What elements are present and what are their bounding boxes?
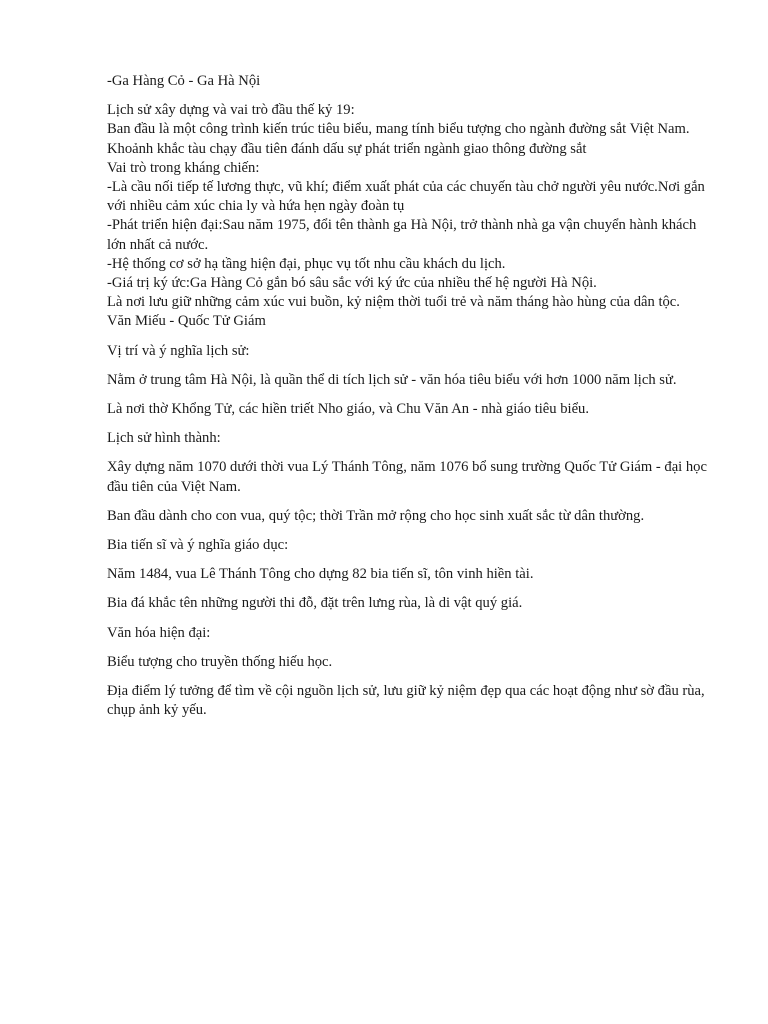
paragraph: Văn hóa hiện đại: [107, 624, 211, 641]
paragraph: Là nơi thờ Khổng Tử, các hiền triết Nho giáo, và Chu Văn An - nhà giáo tiêu biểu. [107, 401, 589, 418]
text-line: -Là cầu nối tiếp tế lương thực, vũ khí; điểm xuất phát của các chuyến tàu chở người yêu nước.Nơi gắn với nhiều cảm xúc chia ly và hứa hẹn ngày đoàn tụ [107, 179, 705, 215]
paragraph: Nằm ở trung tâm Hà Nội, là quần thể di tích lịch sử - văn hóa tiêu biểu với hơn 1000 năm lịch sử. [107, 371, 677, 388]
section-title-ga-hang-co: -Ga Hàng Cỏ - Ga Hà Nội [107, 73, 261, 89]
paragraph: Xây dựng năm 1070 dưới thời vua Lý Thánh Tông, năm 1076 bổ sung trường Quốc Tử Giám - đại học đầu tiên của Việt Nam. [107, 459, 707, 495]
text-line: Lịch sử xây dựng và vai trò đầu thế kỷ 19: [107, 102, 355, 119]
paragraph: Địa điểm lý tưởng để tìm về cội nguồn lịch sử, lưu giữ kỷ niệm đẹp qua các hoạt động như sờ đầu rùa, chụp ảnh kỷ yếu. [107, 683, 705, 719]
text-line: -Phát triển hiện đại:Sau năm 1975, đổi tên thành ga Hà Nội, trở thành nhà ga vận chuyển hành khách lớn nhất cả nước. [107, 217, 697, 253]
paragraph: Bia đá khắc tên những người thi đỗ, đặt trên lưng rùa, là di vật quý giá. [107, 595, 523, 612]
paragraph: Vị trí và ý nghĩa lịch sử: [107, 342, 250, 359]
text-line: Vai trò trong kháng chiến: [107, 159, 260, 176]
text-line: -Hệ thống cơ sở hạ tầng hiện đại, phục vụ tốt nhu cầu khách du lịch. [107, 255, 506, 272]
section-title-van-mieu: Văn Miếu - Quốc Tử Giám [107, 313, 266, 330]
text-line: -Giá trị ký ức:Ga Hàng Cỏ gắn bó sâu sắc với ký ức của nhiều thế hệ người Hà Nội. [107, 275, 597, 292]
paragraph: Lịch sử hình thành: [107, 430, 221, 447]
paragraph: Ban đầu dành cho con vua, quý tộc; thời Trần mở rộng cho học sinh xuất sắc từ dân thường. [107, 507, 645, 524]
paragraph: Năm 1484, vua Lê Thánh Tông cho dựng 82 bia tiến sĩ, tôn vinh hiền tài. [107, 566, 534, 583]
text-line: Ban đầu là một công trình kiến trúc tiêu biểu, mang tính biểu tượng cho ngành đường sắt Việt Nam. [107, 121, 690, 138]
paragraph: Biểu tượng cho truyền thống hiếu học. [107, 653, 333, 670]
text-line: Là nơi lưu giữ những cảm xúc vui buồn, kỷ niệm thời tuổi trẻ và năm tháng hào hùng của dân tộc. [107, 294, 680, 311]
paragraph: Bia tiến sĩ và ý nghĩa giáo dục: [107, 537, 289, 554]
text-line: Khoảnh khắc tàu chạy đầu tiên đánh dấu sự phát triển ngành giao thông đường sắt [107, 140, 587, 157]
document-page [107, 72, 707, 720]
